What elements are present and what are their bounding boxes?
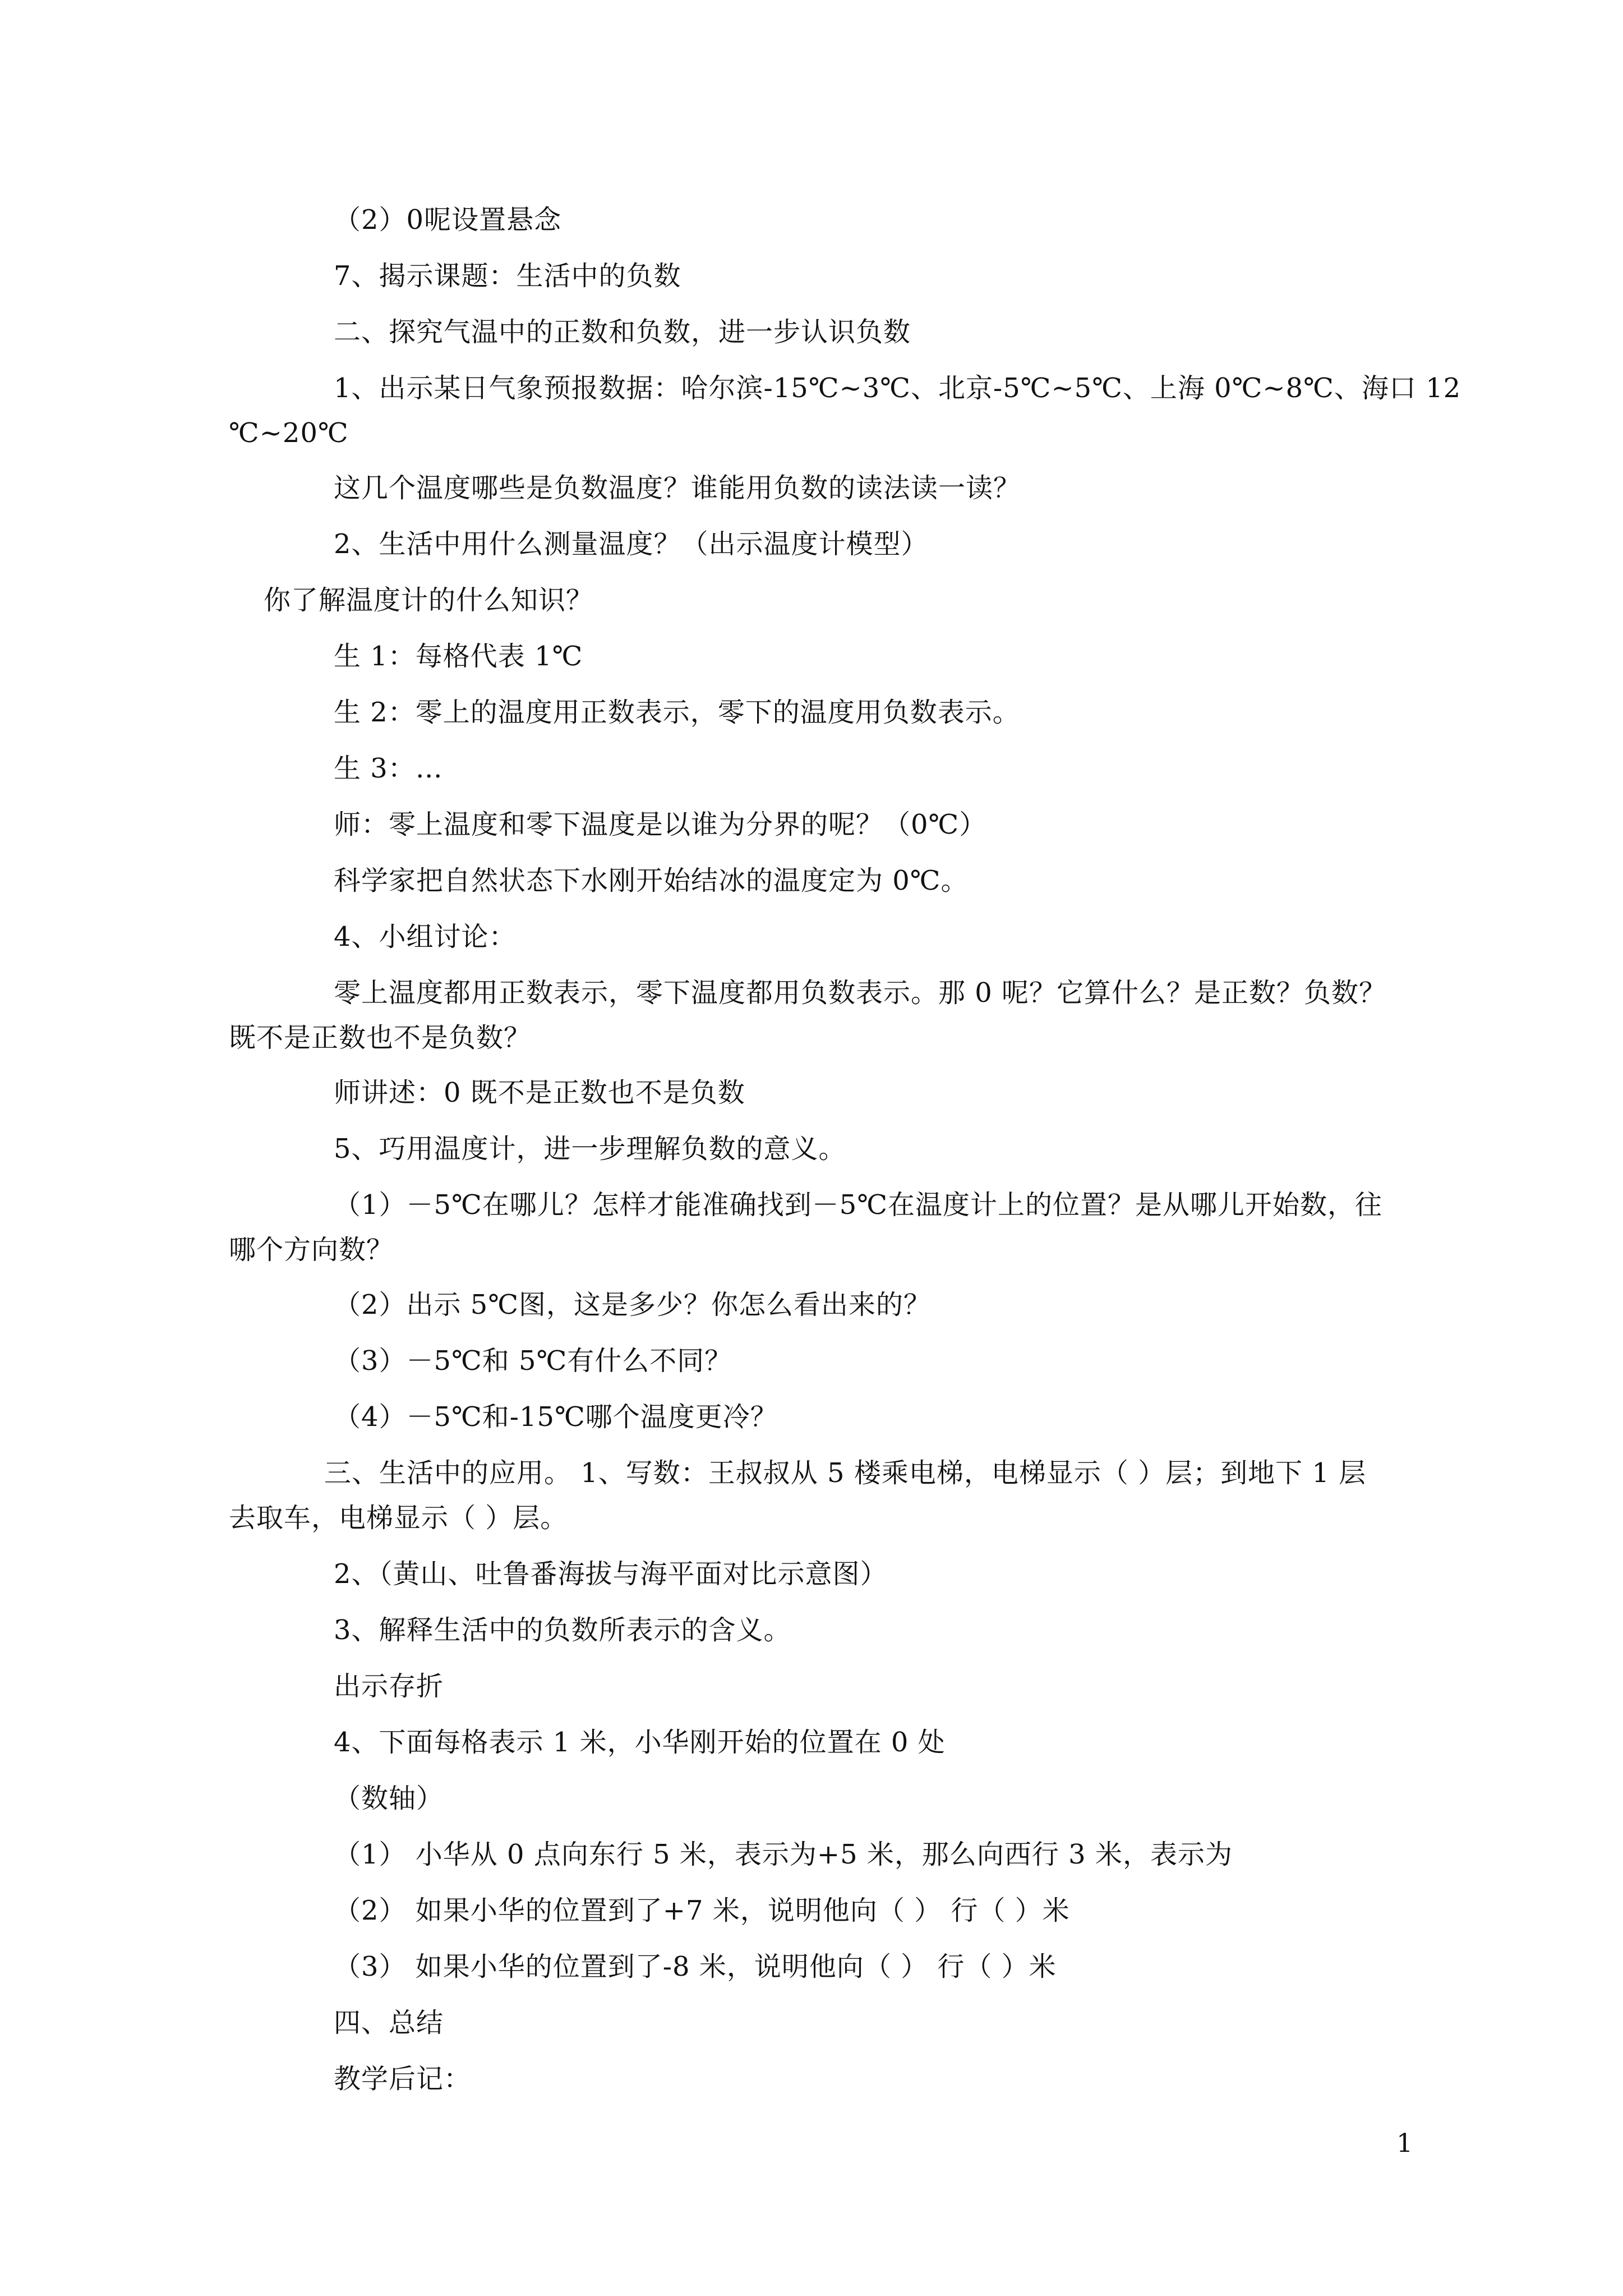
text-line-15: 零上温度都用正数表示，零下温度都用负数表示。那 0 呢？它算什么？是正数？负数？ [334, 977, 1387, 1009]
text-line-27: 3、解释生活中的负数所表示的含义。 [334, 1614, 791, 1646]
text-line-35: 教学后记： [334, 2063, 472, 2095]
text-line-11: 生 3：… [334, 753, 443, 784]
text-line-1: （2）0呢设置悬念 [334, 204, 562, 236]
text-line-21: （2）出示 5℃图，这是多少？你怎么看出来的？ [334, 1289, 932, 1320]
text-line-8: 你了解温度计的什么知识？ [264, 585, 594, 616]
text-line-9: 生 1：每格代表 1℃ [334, 641, 583, 672]
text-line-16: 既不是正数也不是负数？ [229, 1022, 532, 1053]
text-line-5: ℃~20℃ [229, 417, 349, 449]
text-line-28: 出示存折 [334, 1671, 444, 1702]
text-line-14: 4、小组讨论： [334, 921, 517, 953]
text-line-2: 7、揭示课题：生活中的负数 [334, 260, 681, 292]
text-line-12: 师：零上温度和零下温度是以谁为分界的呢？（0℃） [334, 809, 987, 840]
text-line-10: 生 2：零上的温度用正数表示，零下的温度用负数表示。 [334, 697, 1020, 728]
text-line-20: 哪个方向数？ [229, 1234, 394, 1266]
text-line-23: （4）－5℃和-15℃哪个温度更冷？ [334, 1401, 778, 1433]
text-line-18: 5、巧用温度计，进一步理解负数的意义。 [334, 1133, 846, 1165]
text-line-22: （3）－5℃和 5℃有什么不同？ [334, 1345, 732, 1377]
text-line-31: （1） 小华从 0 点向东行 5 米，表示为+5 米，那么向西行 3 米，表示为 [334, 1839, 1233, 1870]
text-line-26: 2、（黄山、吐鲁番海拔与海平面对比示意图） [334, 1558, 888, 1590]
text-line-33: （3） 如果小华的位置到了-8 米，说明他向（ ） 行（ ）米 [334, 1951, 1057, 1982]
text-line-19: （1）－5℃在哪儿？怎样才能准确找到－5℃在温度计上的位置？是从哪儿开始数，往 [334, 1189, 1383, 1221]
text-line-24: 三、生活中的应用。 1、写数：王叔叔从 5 楼乘电梯，电梯显示（ ）层；到地下 1 层 [324, 1457, 1367, 1489]
page-number: 1 [1396, 2128, 1413, 2158]
text-line-3: 二、探究气温中的正数和负数，进一步认识负数 [334, 316, 911, 348]
text-line-4: 1、出示某日气象预报数据：哈尔滨-15℃~3℃、北京-5℃~5℃、上海 0℃~8℃、海口 12 [334, 372, 1461, 404]
text-line-7: 2、生活中用什么测量温度？（出示温度计模型） [334, 528, 929, 560]
text-line-34: 四、总结 [334, 2007, 444, 2039]
text-line-6: 这几个温度哪些是负数温度？谁能用负数的读法读一读？ [334, 472, 1021, 504]
text-line-25: 去取车，电梯显示（ ）层。 [229, 1502, 568, 1534]
text-line-30: （数轴） [334, 1783, 444, 1814]
text-line-17: 师讲述：0 既不是正数也不是负数 [334, 1077, 745, 1108]
text-line-13: 科学家把自然状态下水刚开始结冰的温度定为 0℃。 [334, 865, 969, 896]
text-line-32: （2） 如果小华的位置到了+7 米，说明他向（ ） 行（ ）米 [334, 1895, 1070, 1926]
text-line-29: 4、下面每格表示 1 米，小华刚开始的位置在 0 处 [334, 1727, 946, 1758]
